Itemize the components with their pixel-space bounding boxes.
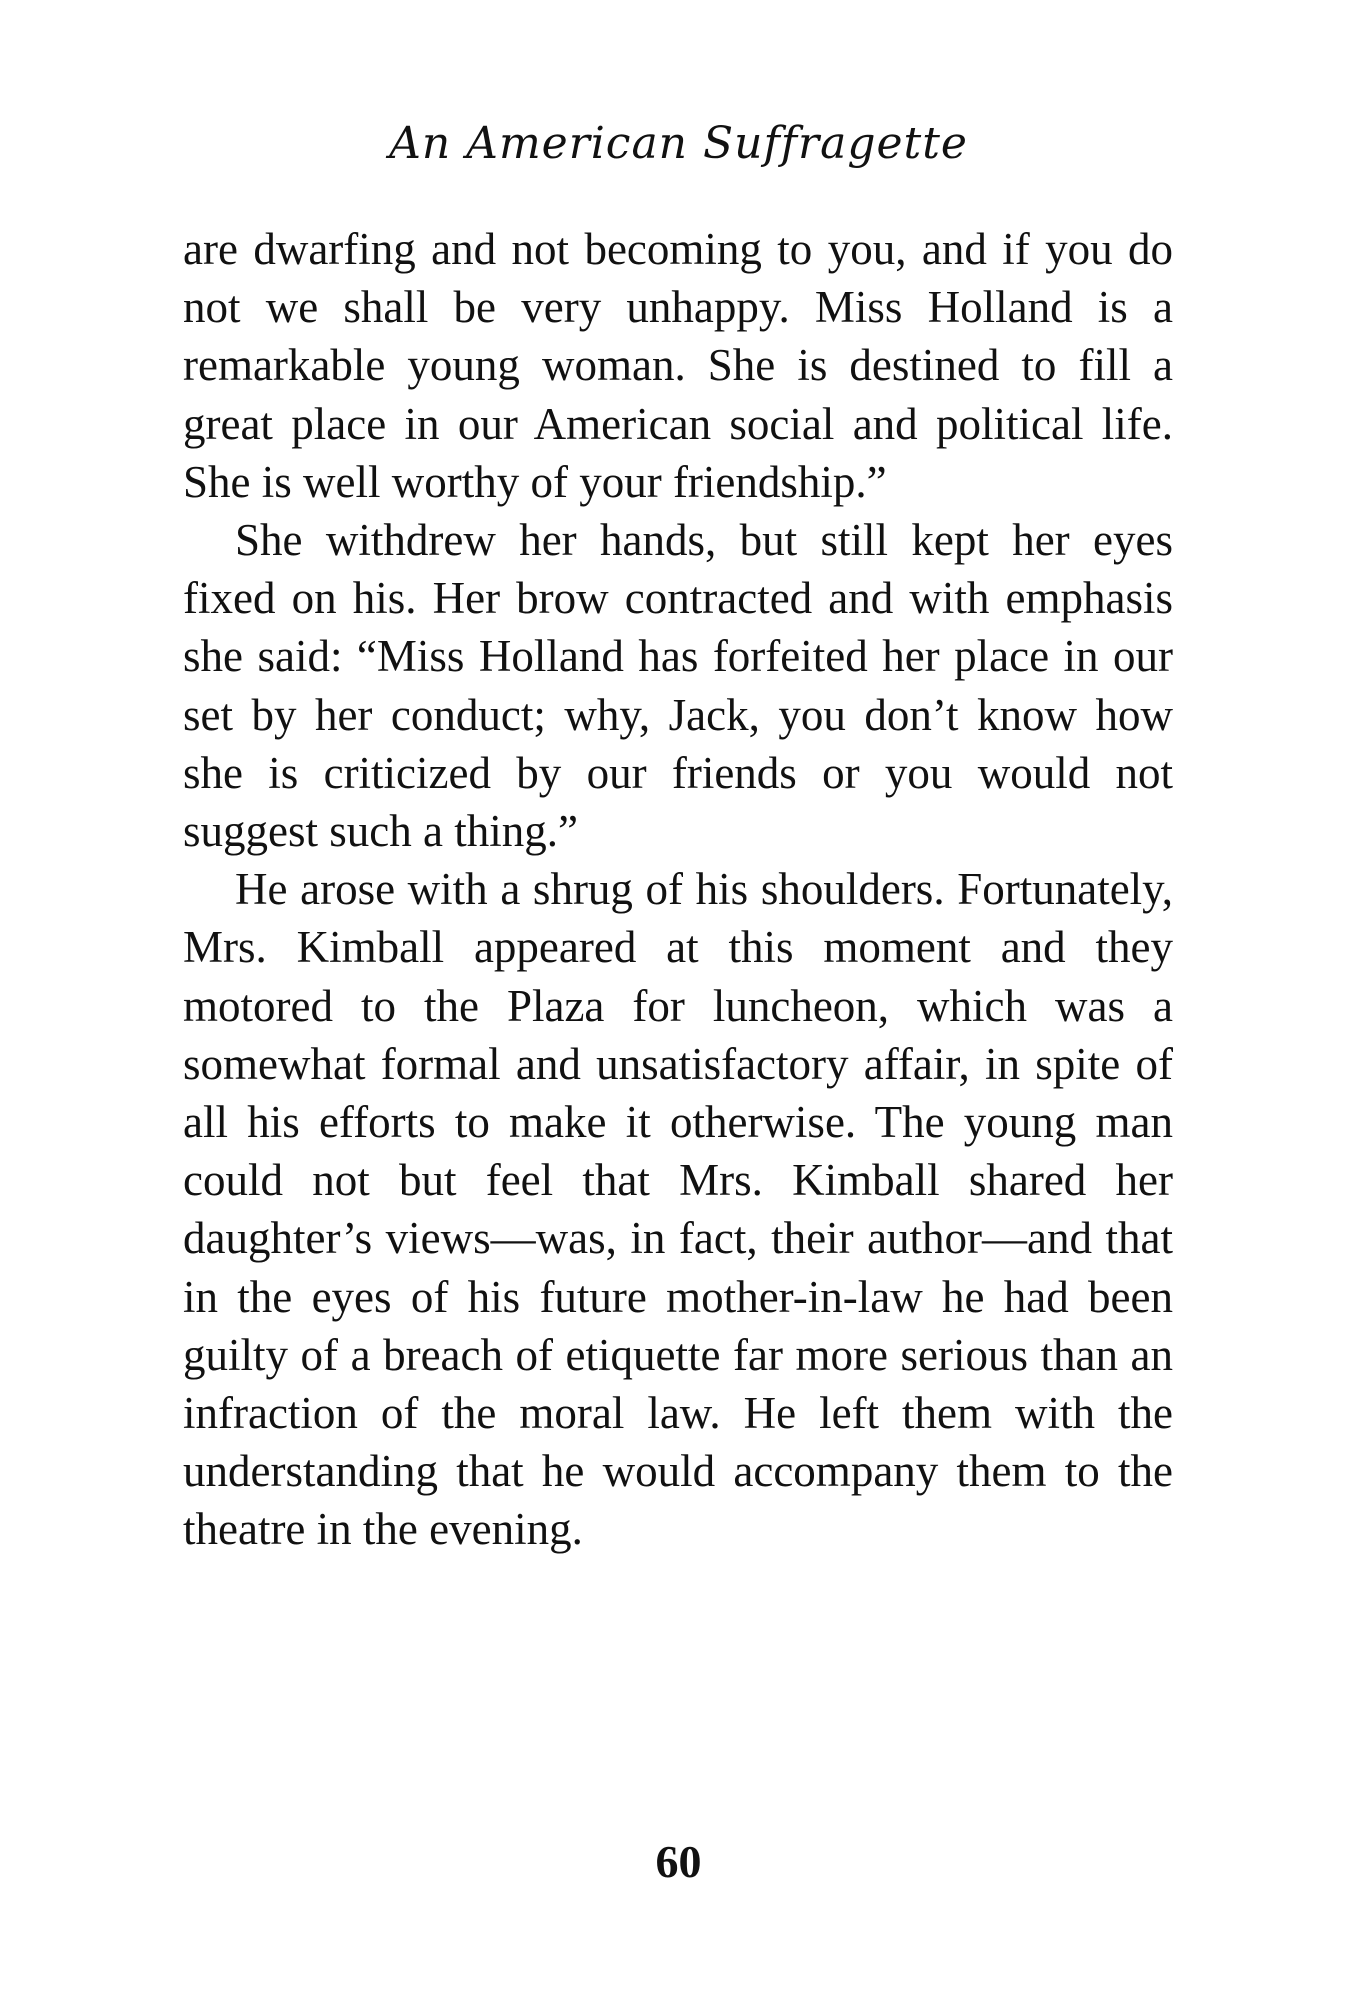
paragraph-3: He arose with a shrug of his shoulders. Fortunately, Mrs. Kimball appeared at this moment and they motored to the Plaza for luncheon, which was a somewhat formal and unsatisfactory affair, in spite of all his efforts to make it otherwise. The young man could not but feel that Mrs. Kimball shared her daughter’s views—was, in fact, their author—and that in the eyes of his future mother-in-law he had been guilty of a breach of etiquette far more serious than an infraction of the moral law. He left them with the understanding that he would accompany them to the theatre in the evening. [183,864,1173,1555]
body-text [183,220,1173,1559]
page-number: 60 [655,1836,702,1887]
paragraph-2: She withdrew her hands, but still kept her eyes fixed on his. Her brow contracted and with emphasis she said: “Miss Holland has forfeited her place in our set by her conduct; why, Jack, you don’t know how she is criticized by our friends or you would not suggest such a thing.” [183,515,1173,857]
running-head: An American Suffragette [389,118,968,169]
paragraph-1: are dwarfing and not becoming to you, and if you do not we shall be very unhappy. Miss Holland is a remarkable young woman. She is destined to fill a great place in our American social and political life. She is well worthy of your friendship.” [183,224,1173,507]
